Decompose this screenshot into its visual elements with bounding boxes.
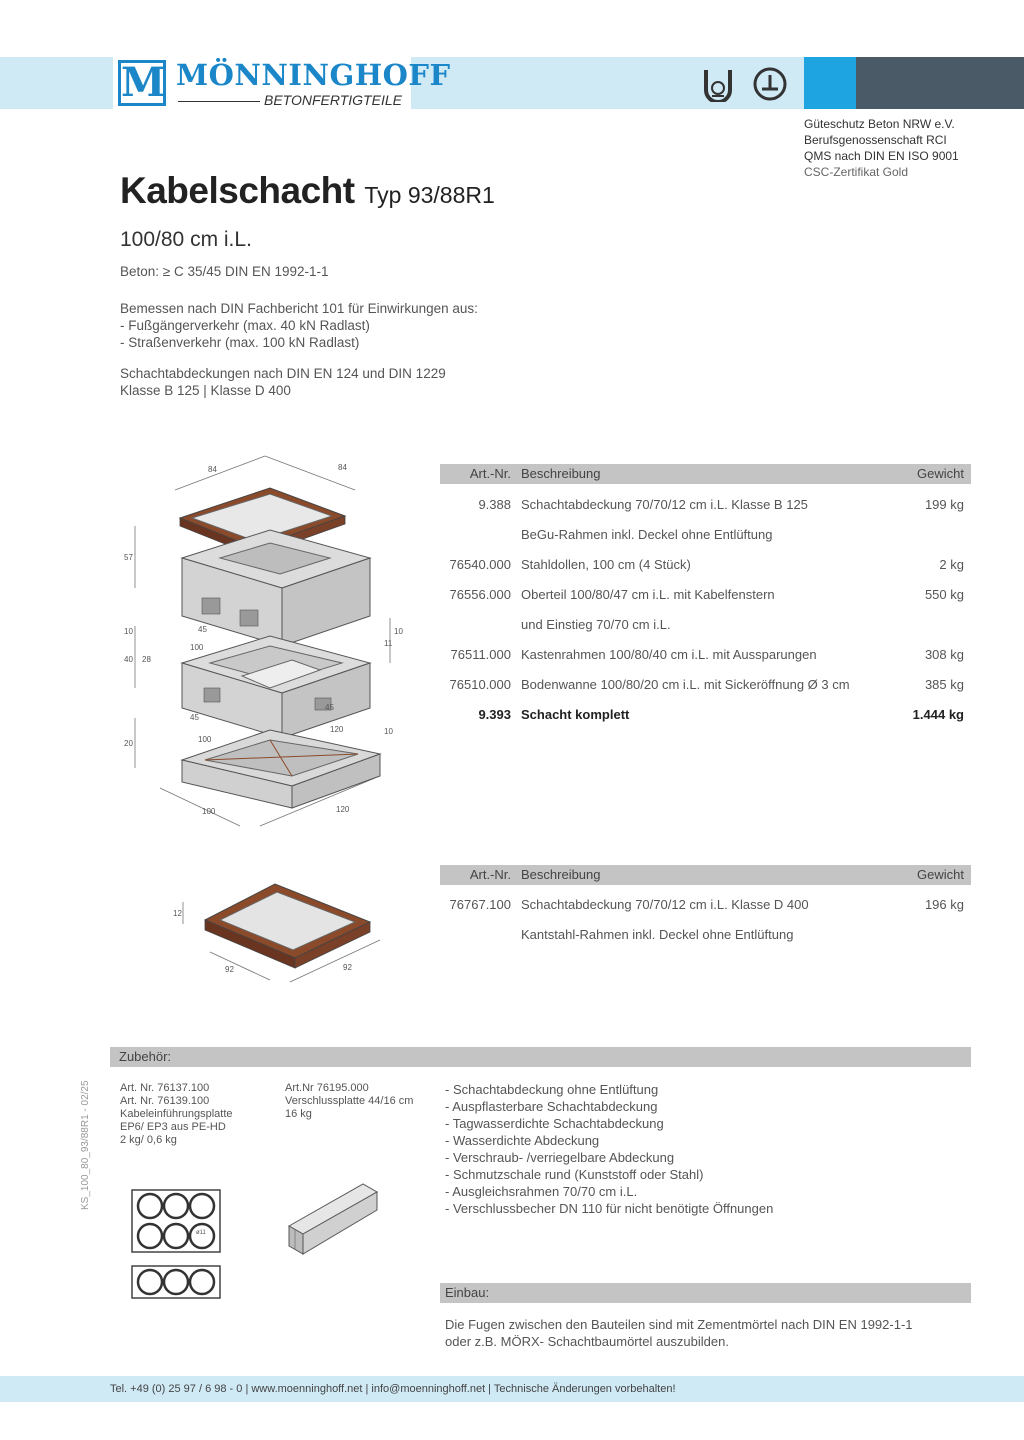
ue-mark-icon xyxy=(700,66,736,102)
cell-art: 9.388 xyxy=(478,497,511,512)
col-desc: Beschreibung xyxy=(521,466,601,481)
table1-header xyxy=(440,464,971,484)
col-art: Art.-Nr. xyxy=(469,867,511,882)
table-row xyxy=(440,927,971,957)
installation-heading: Einbau: xyxy=(445,1285,490,1300)
product-title: Kabelschacht xyxy=(120,170,355,211)
cell-art: 76511.000 xyxy=(450,647,511,662)
cell-weight: 2 kg xyxy=(939,557,964,572)
accessory-item-1 xyxy=(120,1082,233,1147)
dim-label: 57 xyxy=(124,553,133,562)
cover-text xyxy=(120,365,446,399)
closure-plate-drawing xyxy=(285,1180,385,1260)
table-row xyxy=(440,677,971,707)
col-weight: Gewicht xyxy=(917,466,964,481)
table-row xyxy=(440,527,971,557)
accessories-heading: Zubehör: xyxy=(119,1049,172,1064)
cell-desc: Oberteil 100/80/47 cm i.L. mit Kabelfenstern xyxy=(521,587,775,602)
certification-line: QMS nach DIN EN ISO 9001 xyxy=(804,149,959,163)
dim-label: 45 xyxy=(325,703,334,712)
list-item: - Tagwasserdichte Schachtabdeckung xyxy=(445,1116,664,1131)
cell-desc: und Einstieg 70/70 cm i.L. xyxy=(521,617,671,632)
accessory-line: Art.Nr 76195.000 xyxy=(285,1082,369,1094)
header-dark-block xyxy=(856,57,1024,109)
cover-d400-drawing xyxy=(165,872,395,992)
col-weight: Gewicht xyxy=(917,867,964,882)
design-line: Bemessen nach DIN Fachbericht 101 für Einwirkungen aus: xyxy=(120,301,478,316)
table-total-row xyxy=(440,707,971,737)
cover-line: Klasse B 125 | Klasse D 400 xyxy=(120,383,291,398)
certifications xyxy=(804,116,959,180)
table-row xyxy=(440,497,971,527)
product-type: Typ 93/88R1 xyxy=(364,182,495,208)
list-item: - Verschraub- /verriegelbare Abdeckung xyxy=(445,1150,675,1165)
dim-label: 120 xyxy=(336,805,350,814)
cell-weight: 308 kg xyxy=(924,647,964,662)
dim-label: 100 xyxy=(202,807,216,816)
accessory-line: EP6/ EP3 aus PE-HD xyxy=(120,1121,226,1133)
dim-label: 100 xyxy=(198,735,212,744)
col-art: Art.-Nr. xyxy=(469,466,511,481)
list-item: - Auspflasterbare Schachtabdeckung xyxy=(445,1099,658,1114)
logo-mark: M xyxy=(118,60,166,106)
dim-label: 45 xyxy=(190,713,199,722)
cell-art: 76556.000 xyxy=(449,587,511,602)
dim-label: 92 xyxy=(225,965,234,974)
dim-label: 120 xyxy=(330,725,344,734)
cell-desc: Kastenrahmen 100/80/40 cm i.L. mit Aussparungen xyxy=(521,647,817,662)
exploded-shaft-drawing xyxy=(120,448,420,828)
list-item: - Wasserdichte Abdeckung xyxy=(445,1133,600,1148)
cell-art: 76540.000 xyxy=(449,557,511,572)
list-item: - Ausgleichsrahmen 70/70 cm i.L. xyxy=(445,1184,638,1199)
dim-label: 28 xyxy=(142,655,151,664)
installation-text xyxy=(445,1316,913,1350)
cell-weight: 199 kg xyxy=(924,497,964,512)
cell-weight: 385 kg xyxy=(924,677,964,692)
design-text xyxy=(120,300,478,351)
accessories-header xyxy=(110,1047,971,1067)
table2-header xyxy=(440,865,971,885)
certification-line: CSC-Zertifikat Gold xyxy=(804,165,909,179)
cell-desc: BeGu-Rahmen inkl. Deckel ohne Entlüftung xyxy=(521,527,773,542)
table2-body xyxy=(440,897,971,957)
list-item: - Schachtabdeckung ohne Entlüftung xyxy=(445,1082,659,1097)
list-item: - Schmutzschale rund (Kunststoff oder Stahl) xyxy=(445,1167,704,1182)
cell-weight: 196 kg xyxy=(924,897,964,912)
dim-label: 84 xyxy=(208,465,217,474)
dim-label: 20 xyxy=(124,739,133,748)
accessory-line: Kabeleinführungsplatte xyxy=(120,1108,233,1120)
cell-desc: Stahldollen, 100 cm (4 Stück) xyxy=(521,557,691,572)
logo-name: MÖNNINGHOFF xyxy=(176,58,451,92)
design-line: - Fußgängerverkehr (max. 40 kN Radlast) xyxy=(120,318,370,333)
product-size: 100/80 cm i.L. xyxy=(120,228,252,251)
dim-label: 100 xyxy=(190,643,204,652)
table-row xyxy=(440,617,971,647)
table-row xyxy=(440,897,971,927)
document-code: KS_100_80_93/88R1 - 02/25 xyxy=(80,1080,91,1210)
dim-label: 10 xyxy=(384,727,393,736)
design-line: - Straßenverkehr (max. 100 kN Radlast) xyxy=(120,335,360,350)
accessory-line: Art. Nr. 76137.100 xyxy=(120,1082,210,1094)
table-row xyxy=(440,557,971,587)
cover-line: Schachtabdeckungen nach DIN EN 124 und DIN 1229 xyxy=(120,366,446,381)
dim-label: 92 xyxy=(343,963,352,972)
cell-desc: Kantstahl-Rahmen inkl. Deckel ohne Entlüftung xyxy=(521,927,794,942)
cell-desc: Bodenwanne 100/80/20 cm i.L. mit Sickeröffnung Ø 3 cm xyxy=(521,677,850,692)
cell-art: 76767.100 xyxy=(449,897,511,912)
page-title xyxy=(120,170,495,212)
logo-subtitle: BETONFERTIGTEILE xyxy=(264,92,402,108)
cell-desc: Schacht komplett xyxy=(521,707,630,722)
table-row xyxy=(440,647,971,677)
concrete-spec: Beton: ≥ C 35/45 DIN EN 1992-1-1 xyxy=(120,264,329,279)
cell-desc: Schachtabdeckung 70/70/12 cm i.L. Klasse D 400 xyxy=(521,897,809,912)
dim-label: 10 xyxy=(394,627,403,636)
cell-art: 76510.000 xyxy=(449,677,511,692)
installation-header xyxy=(440,1283,971,1303)
cell-desc: Schachtabdeckung 70/70/12 cm i.L. Klasse B 125 xyxy=(521,497,808,512)
dim-label: 45 xyxy=(198,625,207,634)
guetezeichen-icon xyxy=(752,66,788,102)
footer-contact: Tel. +49 (0) 25 97 / 6 98 - 0 | www.moenninghoff.net | info@moenninghoff.net | Technische Änderungen vorbehalten! xyxy=(110,1383,676,1395)
accessory-list xyxy=(445,1081,773,1217)
accessory-line: 16 kg xyxy=(285,1108,312,1120)
col-desc: Beschreibung xyxy=(521,867,601,882)
accessory-line: 2 kg/ 0,6 kg xyxy=(120,1134,177,1146)
accessory-line: Verschlussplatte 44/16 cm xyxy=(285,1095,414,1107)
accessory-line: Art. Nr. 76139.100 xyxy=(120,1095,210,1107)
cell-weight: 1.444 kg xyxy=(912,707,964,722)
hole-dim-label: ø11 xyxy=(196,1230,206,1236)
list-item: - Verschlussbecher DN 110 für nicht benötigte Öffnungen xyxy=(445,1201,774,1216)
table-row xyxy=(440,587,971,617)
dim-label: 12 xyxy=(173,909,182,918)
certification-line: Güteschutz Beton NRW e.V. xyxy=(804,117,955,131)
installation-line: Die Fugen zwischen den Bauteilen sind mit Zementmörtel nach DIN EN 1992-1-1 xyxy=(445,1317,913,1332)
dim-label: 84 xyxy=(338,463,347,472)
table1-body xyxy=(440,497,971,737)
installation-line: oder z.B. MÖRX- Schachtbaumörtel auszubilden. xyxy=(445,1334,729,1349)
cell-art: 9.393 xyxy=(478,707,511,722)
cable-entry-plate-drawing xyxy=(128,1188,223,1300)
dim-label: 10 xyxy=(124,627,133,636)
dim-label: 11 xyxy=(384,639,393,648)
cell-weight: 550 kg xyxy=(924,587,964,602)
logo-divider xyxy=(178,101,260,102)
accessory-item-2 xyxy=(285,1082,413,1121)
dim-label: 40 xyxy=(124,655,133,664)
certification-line: Berufsgenossenschaft RCI xyxy=(804,133,947,147)
header-accent-block xyxy=(804,57,856,109)
